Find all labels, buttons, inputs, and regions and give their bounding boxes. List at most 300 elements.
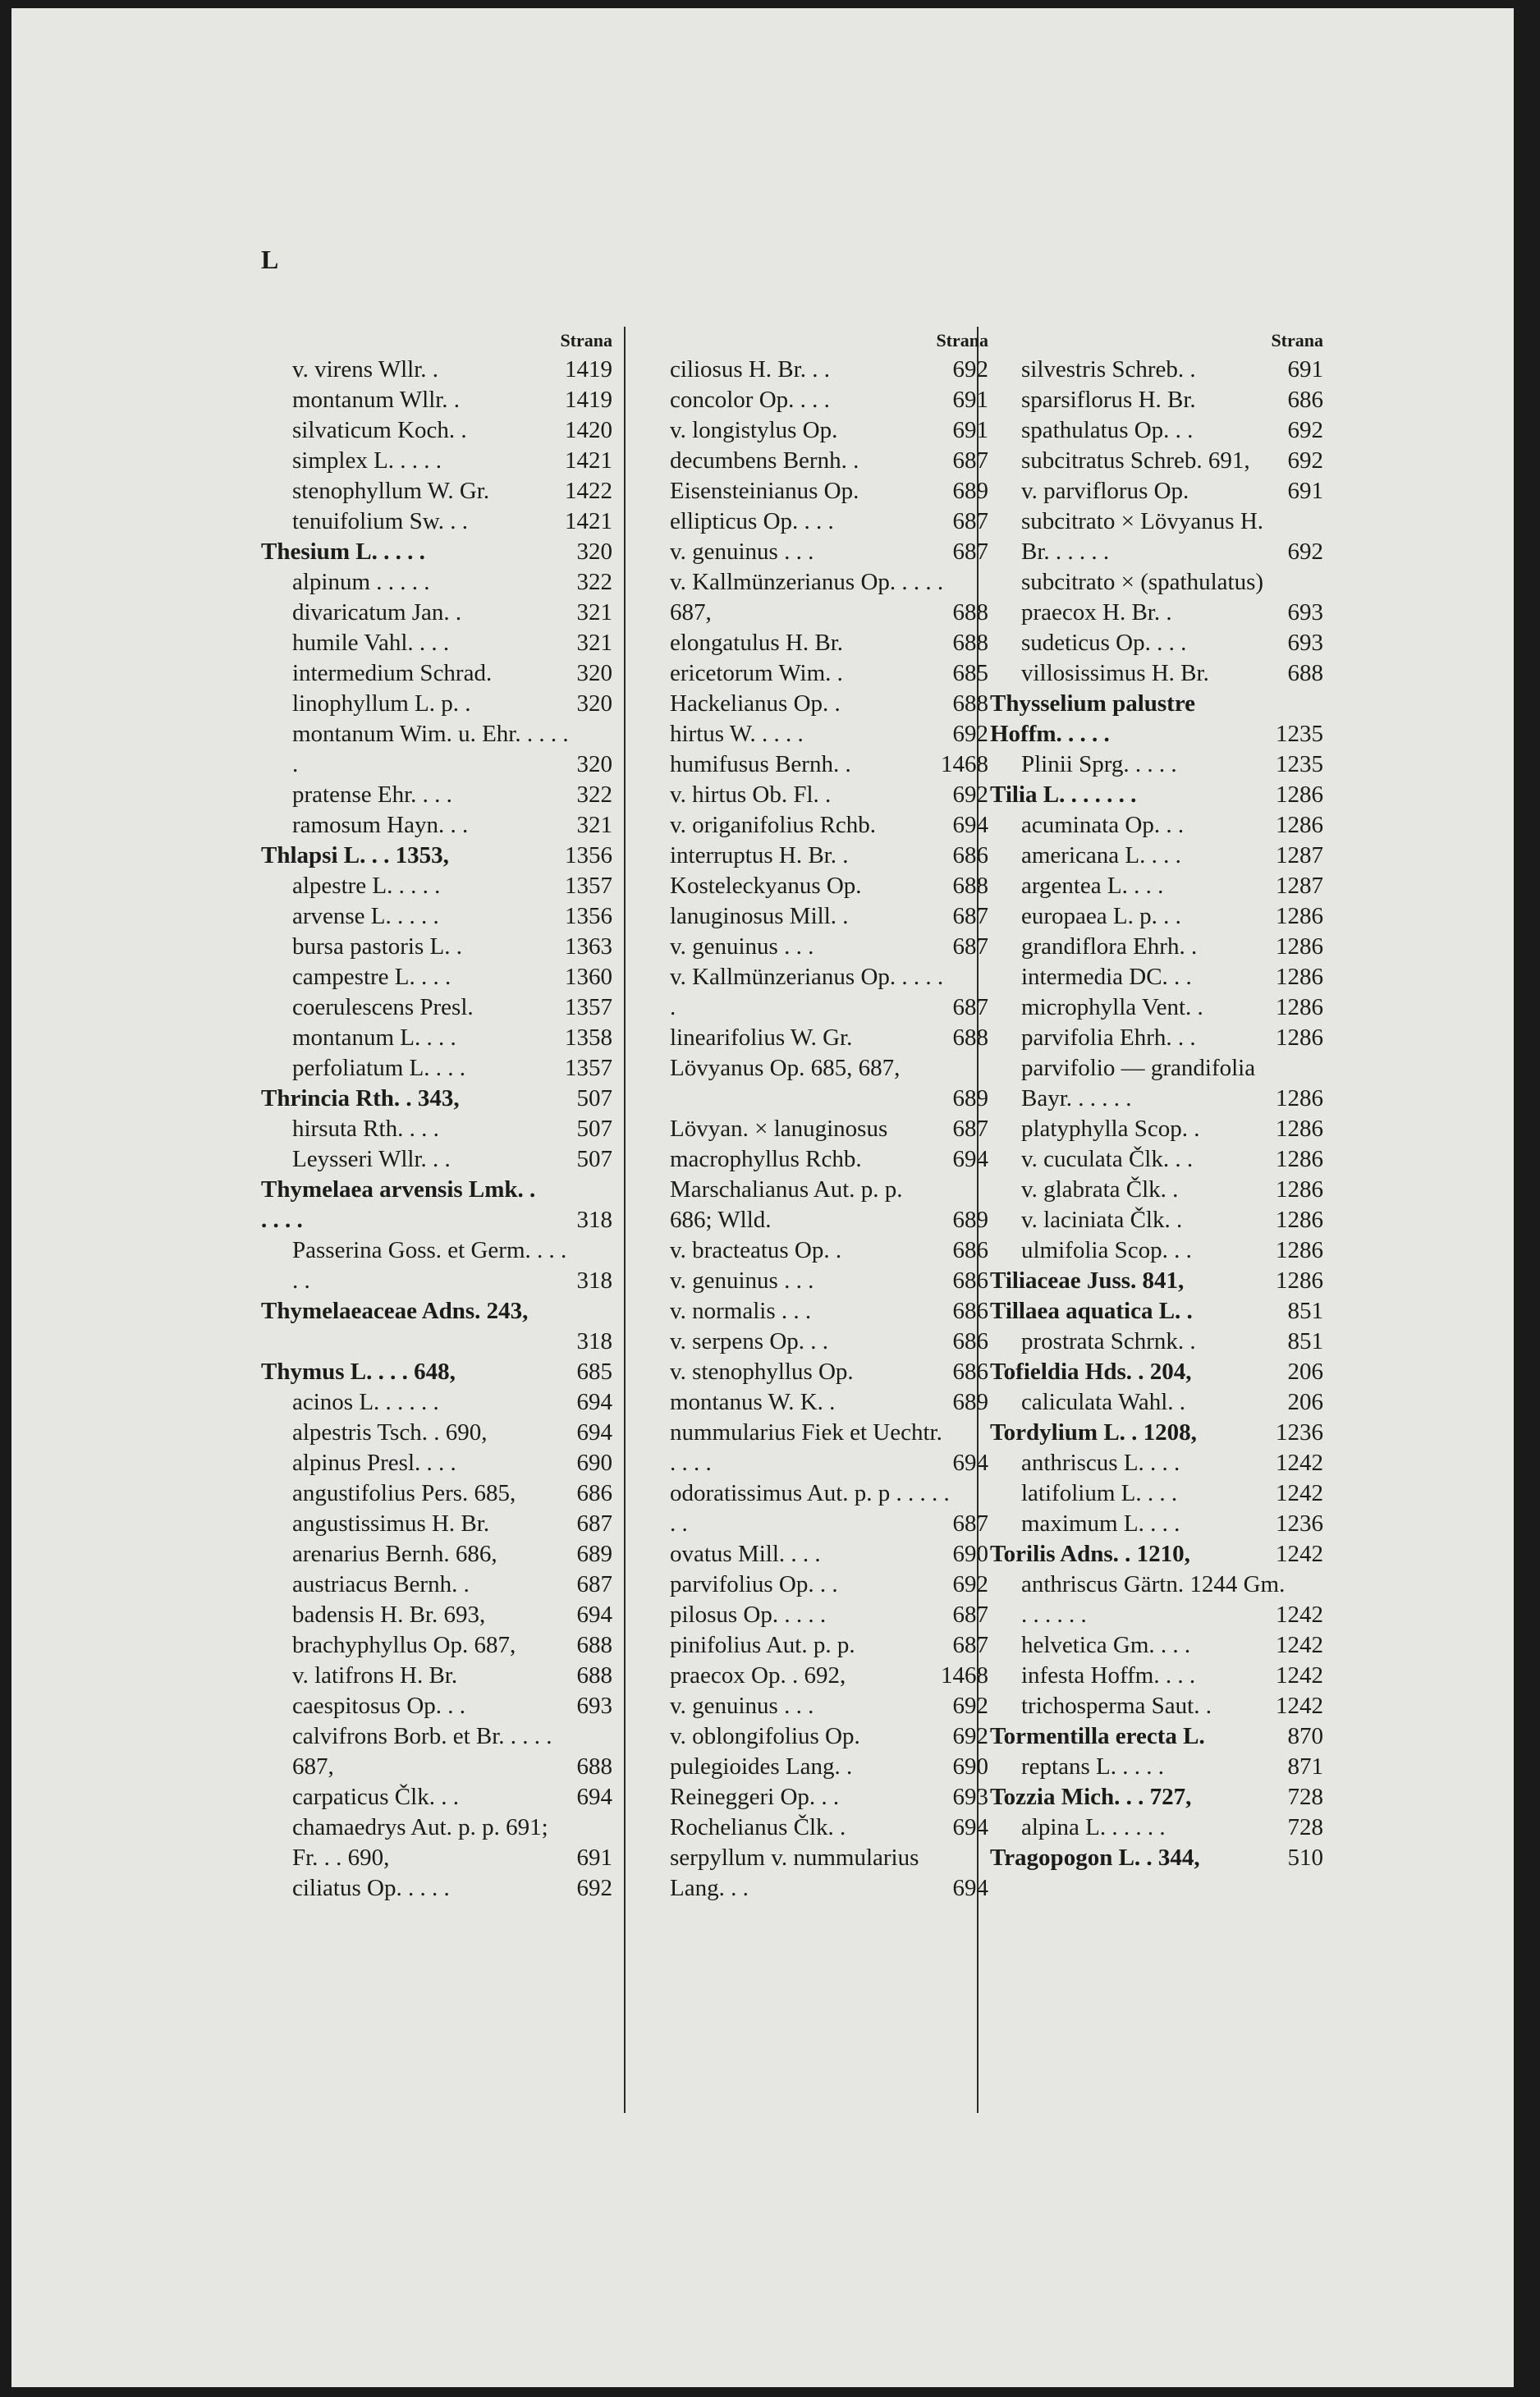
- entry-page-number: 1419: [565, 387, 612, 413]
- index-entry: [990, 567, 1323, 628]
- index-entry: [639, 1813, 988, 1843]
- entry-term: arvense L. . . . .: [292, 903, 439, 929]
- index-entry: [261, 1509, 612, 1539]
- index-entry: [990, 1691, 1323, 1721]
- index-heading-entry: [261, 1084, 612, 1114]
- entry-page-number: 321: [576, 599, 612, 626]
- entry-page-number: 690: [952, 1753, 988, 1780]
- index-heading-entry: [261, 1296, 612, 1357]
- entry-term: Thysselium palustre Hoffm. . . . .: [990, 690, 1196, 747]
- entry-page-number: 686: [952, 1298, 988, 1324]
- entry-term: carpaticus Člk. . .: [292, 1784, 459, 1810]
- entry-term: badensis H. Br. 693,: [292, 1602, 486, 1628]
- index-heading-entry: [990, 1418, 1323, 1448]
- index-entry: [639, 1235, 988, 1266]
- entry-page-number: 728: [1287, 1814, 1323, 1840]
- entry-page-number: 1286: [1276, 812, 1323, 838]
- index-entry: [990, 962, 1323, 992]
- index-entry: [639, 658, 988, 689]
- entry-term: brachyphyllus Op. 687,: [292, 1632, 516, 1658]
- index-entry: [261, 1721, 612, 1782]
- index-entry: [639, 780, 988, 810]
- entry-page-number: 687: [952, 1632, 988, 1658]
- index-entry: [639, 1053, 988, 1114]
- entry-term: microphylla Vent. .: [1021, 994, 1203, 1020]
- index-entry: [990, 1509, 1323, 1539]
- index-entry: [261, 1478, 612, 1509]
- entry-term: macrophyllus Rchb.: [670, 1146, 862, 1172]
- index-heading-entry: [990, 1266, 1323, 1296]
- entry-term: linearifolius W. Gr.: [670, 1024, 853, 1051]
- index-entry: [261, 1053, 612, 1084]
- index-entry: [990, 992, 1323, 1023]
- entry-term: concolor Op. . . .: [670, 387, 830, 413]
- index-heading-entry: [990, 1782, 1323, 1813]
- index-entry: [990, 506, 1323, 567]
- entry-page-number: 688: [952, 690, 988, 717]
- index-entry: [990, 1813, 1323, 1843]
- entry-term: v. virens Wllr. .: [292, 356, 439, 383]
- entry-page-number: 692: [1287, 417, 1323, 443]
- entry-page-number: 692: [576, 1875, 612, 1901]
- entry-page-number: 1242: [1276, 1662, 1323, 1689]
- entry-term: Reineggeri Op. . .: [670, 1784, 840, 1810]
- entry-page-number: 871: [1287, 1753, 1323, 1780]
- index-entry: [639, 901, 988, 932]
- entry-term: interruptus H. Br. .: [670, 842, 849, 869]
- entry-page-number: 1421: [565, 447, 612, 474]
- entry-term: Plinii Sprg. . . . .: [1021, 751, 1177, 777]
- entry-term: hirsuta Rth. . . .: [292, 1116, 439, 1142]
- entry-term: calvifrons Borb. et Br. . . . . 687,: [292, 1723, 552, 1780]
- index-entry: [639, 1691, 988, 1721]
- index-column-2: [639, 327, 988, 2116]
- index-entry: [261, 901, 612, 932]
- entry-term: tenuifolium Sw. . .: [292, 508, 469, 534]
- index-entry: [639, 1721, 988, 1752]
- entry-term: latifolium L. . . .: [1021, 1480, 1178, 1506]
- entry-term: Thlapsi L. . . 1353,: [261, 842, 449, 869]
- entry-page-number: 318: [576, 1328, 612, 1354]
- entry-page-number: 1286: [1276, 933, 1323, 960]
- index-entry: [261, 658, 612, 689]
- entry-term: parvifolia Ehrh. . .: [1021, 1024, 1196, 1051]
- entry-term: Lövyan. × lanuginosus: [670, 1116, 888, 1142]
- entry-term: Tordylium L. . 1208,: [990, 1419, 1197, 1446]
- entry-page-number: 692: [952, 1723, 988, 1749]
- entry-page-number: 870: [1287, 1723, 1323, 1749]
- entry-term: perfoliatum L. . . .: [292, 1055, 466, 1081]
- column-header: Strana: [936, 330, 988, 351]
- index-entry: [990, 1114, 1323, 1144]
- entry-page-number: 1356: [565, 903, 612, 929]
- index-entry: [639, 446, 988, 476]
- entry-page-number: 694: [576, 1419, 612, 1446]
- entry-page-number: 1236: [1276, 1510, 1323, 1537]
- entry-page-number: 1286: [1276, 903, 1323, 929]
- entry-term: v. glabrata Člk. .: [1021, 1176, 1179, 1203]
- entry-page-number: 685: [952, 660, 988, 686]
- entry-page-number: 692: [952, 721, 988, 747]
- entry-term: alpinus Presl. . . .: [292, 1450, 456, 1476]
- entry-page-number: 1235: [1276, 721, 1323, 747]
- entry-term: divaricatum Jan. .: [292, 599, 462, 626]
- entry-term: Leysseri Wllr. . .: [292, 1146, 451, 1172]
- index-entry: [261, 1387, 612, 1418]
- entry-page-number: 687: [952, 903, 988, 929]
- entry-page-number: 320: [576, 751, 612, 777]
- entry-page-number: 686: [952, 1237, 988, 1263]
- entry-page-number: 691: [576, 1845, 612, 1871]
- entry-page-number: 321: [576, 812, 612, 838]
- entry-term: ciliosus H. Br. . .: [670, 356, 830, 383]
- entry-page-number: 689: [576, 1541, 612, 1567]
- entry-page-number: 694: [952, 812, 988, 838]
- entry-page-number: 687: [952, 508, 988, 534]
- entry-term: Torilis Adns. . 1210,: [990, 1541, 1190, 1567]
- entry-term: acinos L. . . . . .: [292, 1389, 439, 1415]
- entry-term: alpestre L. . . . .: [292, 873, 441, 899]
- entry-term: Rochelianus Člk. .: [670, 1814, 846, 1840]
- entry-page-number: 320: [576, 690, 612, 717]
- entry-page-number: 510: [1287, 1845, 1323, 1871]
- entry-page-number: 692: [952, 1693, 988, 1719]
- entry-term: alpina L. . . . . .: [1021, 1814, 1166, 1840]
- index-entry: [639, 932, 988, 962]
- entry-page-number: 686: [952, 842, 988, 869]
- index-heading-entry: [261, 841, 612, 871]
- entry-page-number: 694: [952, 1875, 988, 1901]
- index-column-3: [990, 327, 1323, 2116]
- index-heading-entry: [990, 1721, 1323, 1752]
- entry-term: angustissimus H. Br.: [292, 1510, 490, 1537]
- index-entry: [261, 1023, 612, 1053]
- column-header: Strana: [560, 330, 612, 351]
- entry-page-number: 688: [952, 599, 988, 626]
- entry-term: v. origanifolius Rchb.: [670, 812, 877, 838]
- index-entry: [990, 1448, 1323, 1478]
- entry-page-number: 690: [576, 1450, 612, 1476]
- entry-term: ellipticus Op. . . .: [670, 508, 834, 534]
- entry-page-number: 1286: [1276, 1116, 1323, 1142]
- index-entry: [990, 1053, 1323, 1114]
- entry-term: infesta Hoffm. . . .: [1021, 1662, 1196, 1689]
- index-entry: [990, 355, 1323, 385]
- index-heading-entry: [990, 689, 1323, 749]
- index-entry: [261, 871, 612, 901]
- entry-page-number: 694: [952, 1450, 988, 1476]
- column-header: Strana: [1271, 330, 1323, 351]
- page-letter: L: [261, 245, 279, 274]
- entry-term: montanus W. K. .: [670, 1389, 836, 1415]
- index-heading-entry: [990, 1539, 1323, 1570]
- entry-term: montanum Wllr. .: [292, 387, 461, 413]
- entry-term: lanuginosus Mill. .: [670, 903, 849, 929]
- index-entry: [261, 446, 612, 476]
- index-entry: [990, 810, 1323, 841]
- entry-term: americana L. . . .: [1021, 842, 1181, 869]
- index-entry: [261, 1691, 612, 1721]
- entry-term: arenarius Bernh. 686,: [292, 1541, 497, 1567]
- entry-term: Tillaea aquatica L. .: [990, 1298, 1193, 1324]
- entry-page-number: 1242: [1276, 1480, 1323, 1506]
- index-entry: [990, 841, 1323, 871]
- entry-page-number: 693: [952, 1784, 988, 1810]
- entry-term: pulegioides Lang. .: [670, 1753, 853, 1780]
- entry-term: pilosus Op. . . . .: [670, 1602, 827, 1628]
- entry-page-number: 507: [576, 1085, 612, 1111]
- entry-page-number: 851: [1287, 1328, 1323, 1354]
- entry-page-number: 691: [952, 387, 988, 413]
- entry-term: Eisensteinianus Op.: [670, 478, 859, 504]
- index-entry: [261, 1873, 612, 1904]
- entry-term: humile Vahl. . . .: [292, 630, 450, 656]
- index-entry: [639, 962, 988, 1023]
- index-entry: [261, 1813, 612, 1873]
- entry-term: Thymus L. . . . 648,: [261, 1359, 456, 1385]
- index-entry: [639, 1327, 988, 1357]
- entry-term: caliculata Wahl. .: [1021, 1389, 1186, 1415]
- entry-page-number: 692: [1287, 447, 1323, 474]
- index-entry: [261, 962, 612, 992]
- entry-term: v. longistylus Op.: [670, 417, 838, 443]
- entry-term: v. hirtus Ob. Fl. .: [670, 781, 832, 808]
- index-entry: [639, 506, 988, 537]
- index-entry: [261, 1630, 612, 1661]
- entry-term: anthriscus Gärtn. 1244 Gm. . . . . . .: [1021, 1571, 1286, 1628]
- entry-page-number: 1287: [1276, 873, 1323, 899]
- entry-page-number: 687: [952, 447, 988, 474]
- index-heading-entry: [990, 1296, 1323, 1327]
- entry-page-number: 1286: [1276, 1237, 1323, 1263]
- index-entry: [990, 628, 1323, 658]
- entry-page-number: 1468: [941, 751, 988, 777]
- index-entry: [990, 749, 1323, 780]
- entry-term: v. genuinus . . .: [670, 1693, 814, 1719]
- entry-term: v. oblongifolius Op.: [670, 1723, 860, 1749]
- entry-page-number: 322: [576, 781, 612, 808]
- entry-term: Thesium L. . . . .: [261, 539, 425, 565]
- entry-page-number: 687: [576, 1510, 612, 1537]
- index-entry: [639, 1175, 988, 1235]
- entry-page-number: 1286: [1276, 994, 1323, 1020]
- entry-page-number: 688: [1287, 660, 1323, 686]
- entry-term: nummularius Fiek et Uechtr. . . . .: [670, 1419, 942, 1476]
- index-entry: [639, 1843, 988, 1904]
- index-entry: [261, 567, 612, 598]
- entry-term: Kosteleckyanus Op.: [670, 873, 862, 899]
- entry-page-number: 689: [952, 478, 988, 504]
- index-entry: [639, 871, 988, 901]
- index-entry: [990, 1478, 1323, 1509]
- entry-page-number: 692: [952, 356, 988, 383]
- entry-page-number: 693: [1287, 630, 1323, 656]
- entry-term: parvifolius Op. . .: [670, 1571, 838, 1597]
- index-heading-entry: [261, 1175, 612, 1235]
- entry-page-number: 1286: [1276, 1024, 1323, 1051]
- index-entry: [639, 719, 988, 749]
- entry-page-number: 685: [576, 1359, 612, 1385]
- entry-term: bursa pastoris L. .: [292, 933, 462, 960]
- entry-page-number: 688: [576, 1753, 612, 1780]
- index-entry: [261, 476, 612, 506]
- entry-page-number: 687: [952, 1510, 988, 1537]
- entry-page-number: 691: [952, 417, 988, 443]
- index-entry: [261, 1600, 612, 1630]
- entry-term: maximum L. . . .: [1021, 1510, 1180, 1537]
- entry-page-number: 1286: [1276, 1176, 1323, 1203]
- entry-term: v. genuinus . . .: [670, 1267, 814, 1294]
- entry-term: montanum Wim. u. Ehr. . . . . .: [292, 721, 569, 777]
- entry-term: grandiflora Ehrh. .: [1021, 933, 1198, 960]
- entry-page-number: 688: [952, 1024, 988, 1051]
- index-entry: [990, 1387, 1323, 1418]
- entry-page-number: 1286: [1276, 1267, 1323, 1294]
- entry-page-number: 689: [952, 1389, 988, 1415]
- entry-term: parvifolio — grandifolia Bayr. . . . . .: [1021, 1055, 1256, 1111]
- entry-term: chamaedrys Aut. p. p. 691; Fr. . . 690,: [292, 1814, 548, 1871]
- entry-page-number: 686: [1287, 387, 1323, 413]
- index-heading-entry: [990, 780, 1323, 810]
- index-entry: [990, 658, 1323, 689]
- entry-term: Marschalianus Aut. p. p. 686; Wlld.: [670, 1176, 903, 1233]
- entry-page-number: 1360: [565, 964, 612, 990]
- entry-term: Hackelianus Op. .: [670, 690, 841, 717]
- index-entry: [990, 476, 1323, 506]
- index-entry: [990, 1205, 1323, 1235]
- entry-term: stenophyllum W. Gr.: [292, 478, 490, 504]
- entry-term: v. stenophyllus Op.: [670, 1359, 854, 1385]
- index-entry: [261, 992, 612, 1023]
- index-entry: [261, 506, 612, 537]
- entry-term: argentea L. . . .: [1021, 873, 1164, 899]
- index-entry: [639, 749, 988, 780]
- index-entry: [990, 901, 1323, 932]
- entry-page-number: 1358: [565, 1024, 612, 1051]
- entry-page-number: 686: [952, 1359, 988, 1385]
- index-heading-entry: [990, 1843, 1323, 1873]
- entry-term: montanum L. . . .: [292, 1024, 456, 1051]
- entry-term: intermedia DC. . .: [1021, 964, 1192, 990]
- entry-term: v. genuinus . . .: [670, 539, 814, 565]
- entry-page-number: 1286: [1276, 781, 1323, 808]
- index-entry: [990, 1175, 1323, 1205]
- index-entry: [990, 1630, 1323, 1661]
- entry-page-number: 1420: [565, 417, 612, 443]
- entry-page-number: 1286: [1276, 1207, 1323, 1233]
- entry-term: subcitrato × Lövyanus H. Br. . . . . .: [1021, 508, 1264, 565]
- entry-term: alpestris Tsch. . 690,: [292, 1419, 488, 1446]
- entry-page-number: 694: [952, 1814, 988, 1840]
- index-entry: [639, 1387, 988, 1418]
- index-entry: [639, 476, 988, 506]
- index-entry: [639, 1266, 988, 1296]
- index-entry: [990, 385, 1323, 415]
- index-entry: [639, 1418, 988, 1478]
- entry-term: acuminata Op. . .: [1021, 812, 1185, 838]
- entry-term: Thymelaea arvensis Lmk. . . . . .: [261, 1176, 536, 1233]
- entry-page-number: 686: [952, 1267, 988, 1294]
- entry-page-number: 1357: [565, 1055, 612, 1081]
- entry-term: v. laciniata Člk. .: [1021, 1207, 1183, 1233]
- entry-page-number: 320: [576, 539, 612, 565]
- entry-page-number: 692: [1287, 539, 1323, 565]
- index-entry: [990, 932, 1323, 962]
- index-column-1: [261, 327, 612, 2116]
- index-entry: [990, 1752, 1323, 1782]
- index-entry: [639, 567, 988, 628]
- index-entry: [639, 385, 988, 415]
- entry-term: v. cuculata Člk. . .: [1021, 1146, 1194, 1172]
- entry-term: serpyllum v. nummularius Lang. . .: [670, 1845, 919, 1901]
- entry-term: reptans L. . . . .: [1021, 1753, 1164, 1780]
- entry-page-number: 1357: [565, 873, 612, 899]
- entry-term: alpinum . . . . .: [292, 569, 430, 595]
- entry-term: odoratissimus Aut. p. p . . . . . . .: [670, 1480, 950, 1537]
- index-heading-entry: [990, 1357, 1323, 1387]
- entry-term: caespitosus Op. . .: [292, 1693, 466, 1719]
- entry-term: ulmifolia Scop. . .: [1021, 1237, 1192, 1263]
- entry-page-number: 688: [576, 1662, 612, 1689]
- index-entry: [990, 1661, 1323, 1691]
- entry-page-number: 1286: [1276, 1085, 1323, 1111]
- index-entry: [990, 1144, 1323, 1175]
- entry-term: prostrata Schrnk. .: [1021, 1328, 1196, 1354]
- entry-page-number: 692: [952, 781, 988, 808]
- index-entry: [639, 1782, 988, 1813]
- entry-term: sparsiflorus H. Br.: [1021, 387, 1196, 413]
- index-entry: [639, 537, 988, 567]
- entry-page-number: 687: [952, 994, 988, 1020]
- entry-term: ramosum Hayn. . .: [292, 812, 469, 838]
- entry-term: coerulescens Presl.: [292, 994, 474, 1020]
- entry-page-number: 1286: [1276, 1146, 1323, 1172]
- entry-term: angustifolius Pers. 685,: [292, 1480, 516, 1506]
- entry-term: Tiliaceae Juss. 841,: [990, 1267, 1185, 1294]
- entry-page-number: 687: [952, 1602, 988, 1628]
- index-entry: [261, 1661, 612, 1691]
- index-entry: [639, 1600, 988, 1630]
- index-entry: [261, 385, 612, 415]
- index-entry: [639, 355, 988, 385]
- entry-term: hirtus W. . . . .: [670, 721, 804, 747]
- entry-term: Thrincia Rth. . 343,: [261, 1085, 460, 1111]
- entry-page-number: 687: [952, 933, 988, 960]
- index-entry: [639, 1357, 988, 1387]
- entry-term: ericetorum Wim. .: [670, 660, 843, 686]
- column-rule: [624, 327, 626, 2113]
- index-entry: [639, 415, 988, 446]
- entry-term: intermedium Schrad.: [292, 660, 493, 686]
- entry-term: Tormentilla erecta L.: [990, 1723, 1205, 1749]
- index-entry: [261, 1114, 612, 1144]
- entry-term: v. normalis . . .: [670, 1298, 812, 1324]
- index-entry: [990, 446, 1323, 476]
- entry-term: simplex L. . . . .: [292, 447, 442, 474]
- entry-page-number: 1236: [1276, 1419, 1323, 1446]
- entry-term: silvestris Schreb. .: [1021, 356, 1196, 383]
- entry-page-number: 694: [576, 1602, 612, 1628]
- entry-page-number: 206: [1287, 1359, 1323, 1385]
- entry-page-number: 689: [952, 1207, 988, 1233]
- index-entry: [261, 598, 612, 628]
- index-entry: [639, 810, 988, 841]
- index-entry: [261, 780, 612, 810]
- index-entry: [990, 415, 1323, 446]
- entry-page-number: 689: [952, 1085, 988, 1111]
- index-entry: [261, 355, 612, 385]
- entry-term: v. latifrons H. Br.: [292, 1662, 458, 1689]
